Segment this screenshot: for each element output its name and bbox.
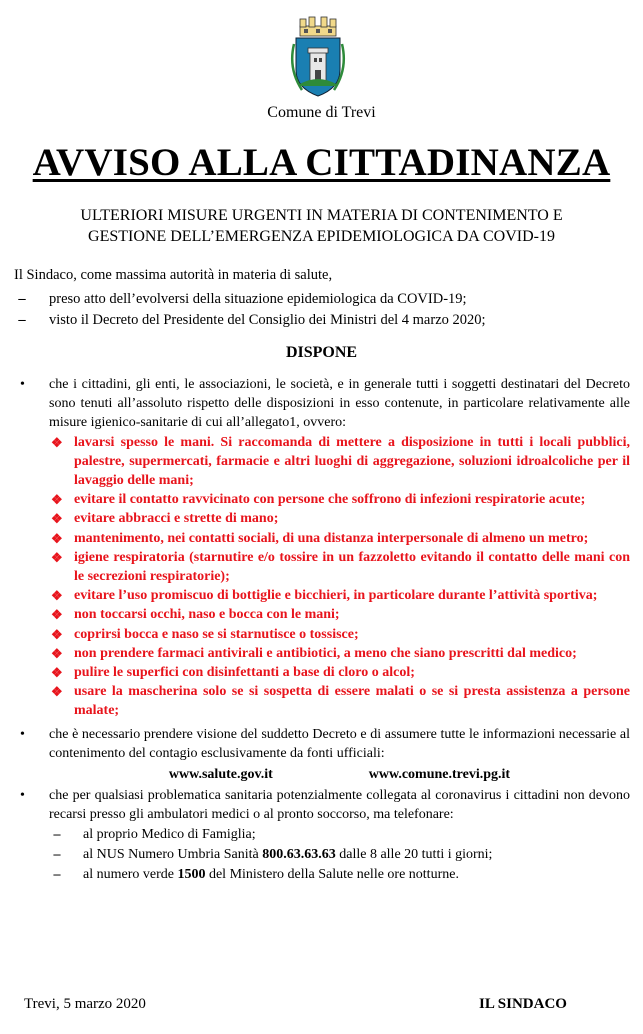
measure-text: non toccarsi occhi, naso e bocca con le mani;	[74, 607, 340, 623]
toll-free-number: 1500	[177, 867, 206, 883]
bullet-icon: •	[20, 377, 25, 392]
measure-text: coprirsi bocca e naso se si starnutisce o tossisce;	[74, 626, 359, 642]
measure-text: usare la mascherina solo se si sospetta di essere malati o se si presta assistenza a persone malate;	[74, 684, 630, 719]
measure-text: evitare il contatto ravvicinato con persone che soffrono di infezioni respiratorie acute;	[74, 492, 586, 508]
contact-item	[49, 825, 630, 845]
measure-item	[49, 433, 630, 491]
measure-item	[49, 509, 630, 528]
intro-text: Il Sindaco, come massima autorità in materia di salute,	[14, 267, 333, 283]
dash-icon: –	[18, 312, 26, 328]
premise-text: visto il Decreto del Presidente del Consiglio dei Ministri del 4 marzo 2020;	[49, 312, 486, 328]
contact-text: al NUS Numero Umbria Sanità	[83, 846, 263, 862]
diamond-bullet-icon: ❖	[51, 549, 63, 565]
contact-text: al proprio Medico di Famiglia;	[83, 826, 256, 842]
measure-item	[49, 586, 630, 605]
provision-bullet	[14, 725, 630, 785]
bullet-icon: •	[20, 788, 25, 804]
provisions	[14, 375, 630, 886]
measure-item	[49, 529, 630, 548]
contact-text: del Ministero della Salute nelle ore notturne.	[205, 867, 459, 883]
measure-text: evitare l’uso promiscuo di bottiglie e bicchieri, in particolare durante l’attività sportiva;	[74, 588, 598, 604]
diamond-bullet-icon: ❖	[51, 434, 63, 450]
site-link-salute[interactable]: www.salute.gov.it	[168, 767, 273, 783]
subtitle-line-2: GESTIONE DELL’EMERGENZA EPIDEMIOLOGICA DA COVID-19	[88, 228, 555, 245]
measure-item	[49, 663, 630, 682]
dash-icon: –	[53, 867, 61, 883]
dispone-heading: DISPONE	[285, 344, 358, 361]
subtitle-line-1: ULTERIORI MISURE URGENTI IN MATERIA DI CONTENIMENTO E	[80, 207, 563, 224]
contact-text: al numero verde	[83, 867, 178, 883]
municipality-name: Comune di Trevi	[267, 104, 376, 121]
measures-list	[49, 433, 630, 721]
measure-item	[49, 625, 630, 644]
signature: IL SINDACO	[479, 996, 567, 1012]
nus-number: 800.63.63.63	[262, 846, 336, 862]
measure-item	[49, 605, 630, 624]
measure-text: igiene respiratoria (starnutire e/o tossire in un fazzoletto evitando il contatto delle mani con le secrezioni respiratorie);	[74, 549, 630, 585]
diamond-bullet-icon: ❖	[51, 588, 63, 604]
diamond-bullet-icon: ❖	[51, 626, 63, 642]
measure-item	[49, 644, 630, 663]
dash-icon: –	[53, 846, 61, 862]
dash-icon: –	[18, 291, 26, 307]
diamond-bullet-icon: ❖	[51, 511, 63, 527]
diamond-bullet-icon: ❖	[51, 645, 63, 661]
dash-icon: –	[53, 826, 61, 842]
measure-item	[49, 548, 630, 586]
contacts-list	[49, 825, 630, 886]
provision-bullet	[14, 375, 630, 721]
measure-text: pulire le superfici con disinfettanti a base di cloro o alcol;	[74, 665, 415, 681]
premise-text: preso atto dell’evolversi della situazione epidemiologica da COVID-19;	[49, 291, 467, 307]
measure-text: non prendere farmaci antivirali e antibiotici, a meno che siano prescritti dal medico;	[74, 645, 577, 661]
provision-bullet	[14, 786, 630, 885]
measure-item	[49, 682, 630, 720]
diamond-bullet-icon: ❖	[51, 665, 63, 681]
place-date: Trevi, 5 marzo 2020	[24, 996, 146, 1012]
provision-text: che i cittadini, gli enti, le associazioni, le società, e in generale tutti i soggetti destinatari del Decreto sono tenuti all’assoluto rispetto delle disposizioni in esso contenute, in particolare relativamente alle misure igienico-sanitarie di cui all’allegato1, ovvero:	[49, 377, 630, 431]
diamond-bullet-icon: ❖	[51, 607, 63, 623]
contact-text: dalle 8 alle 20 tutti i giorni;	[335, 846, 493, 862]
diamond-bullet-icon: ❖	[51, 530, 63, 546]
site-link-comune[interactable]: www.comune.trevi.pg.it	[368, 767, 511, 783]
provision-text: che è necessario prendere visione del suddetto Decreto e di assumere tutte le informazioni necessarie al contenimento del contagio esclusivamente da fonti ufficiali:	[49, 726, 630, 761]
measure-item	[49, 490, 630, 509]
diamond-bullet-icon: ❖	[51, 492, 63, 508]
measure-text: mantenimento, nei contatti sociali, di una distanza interpersonale di almeno un metro;	[74, 530, 589, 546]
provision-text: che per qualsiasi problematica sanitaria potenzialmente collegata al coronavirus i cittadini non devono recarsi presso gli ambulatori medici o al pronto soccorso, ma telefonare:	[49, 788, 630, 823]
contact-item	[49, 865, 630, 885]
subtitle	[0, 205, 643, 247]
page-title: AVVISO ALLA CITTADINANZA	[32, 141, 611, 184]
diamond-bullet-icon: ❖	[51, 684, 63, 700]
bullet-icon: •	[20, 726, 25, 742]
measure-text: lavarsi spesso le mani. Si raccomanda di mettere a disposizione in tutti i locali pubblici, palestre, supermercati, farmacie e altri luoghi di aggregazione, soluzioni idroalcoliche per il lavaggio delle mani;	[74, 434, 630, 489]
town-crest-icon	[288, 14, 348, 99]
measure-text: evitare abbracci e strette di mano;	[74, 511, 279, 527]
contact-item	[49, 845, 630, 865]
official-sites	[49, 765, 630, 784]
